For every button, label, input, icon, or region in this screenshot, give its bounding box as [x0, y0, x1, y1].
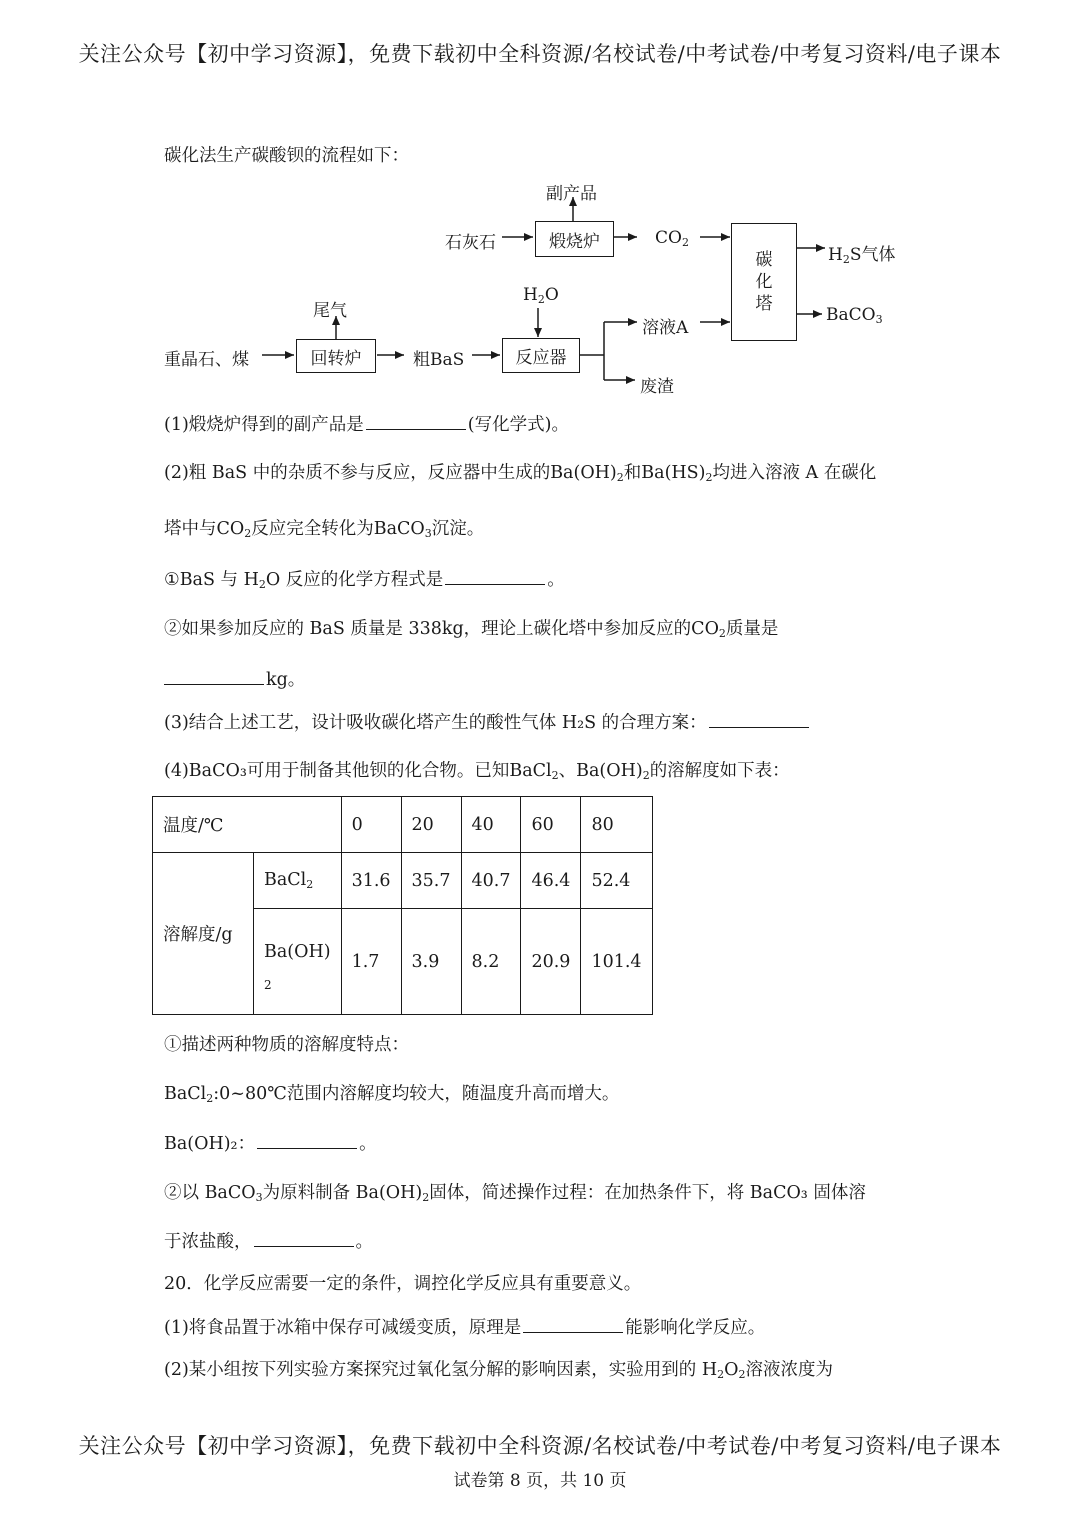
carbonation-tower-box — [731, 223, 797, 341]
question-2-sub-1: ①BaS 与 $H_2O$ 反应的化学方程式是 。 — [164, 570, 565, 591]
baoh2-label: Ba(OH) 2 — [254, 909, 342, 1015]
page-footer: 试卷第 8 页，共 10 页 — [453, 1471, 627, 1491]
table-cell: 8.2 — [461, 909, 521, 1015]
question-2-line-1: (2)粗 BaS 中的杂质不参与反应，反应器中生成的$Ba(OH)_2$和$Ba(HS)_2$均进入溶液 A 在碳化 — [164, 463, 877, 484]
calciner-label: 煅烧炉 — [549, 231, 600, 252]
answer-blank[interactable] — [254, 1230, 354, 1247]
bacl2-description: BaCl$_2$:0~80℃范围内溶解度均较大，随温度升高而增大。 — [164, 1084, 620, 1105]
table-cell: 20.9 — [521, 909, 581, 1015]
bacl2-label: BaCl$_2$ — [254, 853, 342, 909]
table-cell: 46.4 — [521, 853, 581, 909]
co2-label: $CO_2$ — [655, 228, 689, 249]
rotary-kiln-box — [296, 339, 376, 373]
table-cell: 40 — [461, 797, 521, 853]
table-row — [153, 853, 653, 909]
tower-char: 塔 — [755, 294, 773, 314]
question-3: (3)结合上述工艺，设计吸收碳化塔产生的酸性气体 H₂S 的合理方案： — [164, 709, 811, 734]
reactor-box — [502, 338, 580, 373]
answer-blank[interactable] — [257, 1132, 357, 1149]
question-4-sub-2-line-2: 于浓盐酸， 。 — [164, 1232, 373, 1252]
crude-bas-label: 粗BaS — [413, 350, 465, 370]
water-label: $H_2O$ — [523, 285, 559, 306]
temp-header: 温度/℃ — [153, 797, 342, 853]
exhaust-label: 尾气 — [313, 301, 347, 321]
question-4: (4)BaCO₃可用于制备其他钡的化合物。已知BaCl$_2$、$Ba(OH)_2$的溶解度如下表： — [164, 761, 790, 782]
table-cell: 20 — [401, 797, 461, 853]
intro-text: 碳化法生产碳酸钡的流程如下： — [164, 146, 409, 166]
question-2-line-2: 塔中与$CO_2$反应完全转化为BaCO$_3$沉淀。 — [164, 519, 485, 540]
answer-blank[interactable] — [523, 1316, 623, 1333]
table-cell: 1.7 — [341, 909, 401, 1015]
table-cell: 40.7 — [461, 853, 521, 909]
top-banner: 关注公众号【初中学习资源】，免费下载初中全科资源/名校试卷/中考试卷/中考复习资料/电子课本 — [78, 42, 1002, 66]
question-2-sub-2-answer: kg。 — [164, 666, 305, 691]
answer-blank[interactable] — [709, 711, 809, 728]
limestone-label: 石灰石 — [445, 233, 496, 253]
waste-residue-label: 废渣 — [640, 377, 674, 397]
tower-char: 化 — [755, 272, 773, 292]
answer-blank[interactable] — [445, 568, 545, 585]
table-cell: 60 — [521, 797, 581, 853]
baoh2-description: Ba(OH)₂： 。 — [164, 1134, 377, 1154]
answer-blank[interactable] — [366, 413, 466, 430]
table-cell: 3.9 — [401, 909, 461, 1015]
solution-a-label: 溶液A — [642, 318, 689, 338]
calciner-box — [535, 221, 614, 257]
question-20-part-2: (2)某小组按下列实验方案探究过氧化氢分解的影响因素，实验用到的 $H_2O_2$溶液浓度为 — [164, 1360, 833, 1381]
reactor-label: 反应器 — [515, 348, 567, 368]
table-cell: 101.4 — [581, 909, 652, 1015]
table-cell: 31.6 — [341, 853, 401, 909]
tower-char: 碳 — [755, 250, 773, 270]
byproduct-label: 副产品 — [546, 184, 597, 204]
table-row — [153, 797, 653, 853]
table-cell: 0 — [341, 797, 401, 853]
table-cell: 52.4 — [581, 853, 652, 909]
question-2-sub-2: ②如果参加反应的 BaS 质量是 338kg，理论上碳化塔中参加反应的$CO_2$质量是 — [164, 619, 779, 640]
table-cell: 35.7 — [401, 853, 461, 909]
raw-material-label: 重晶石、煤 — [164, 350, 249, 370]
baco3-label: BaCO$_3$ — [826, 305, 883, 326]
bottom-banner: 关注公众号【初中学习资源】，免费下载初中全科资源/名校试卷/中考试卷/中考复习资料/电子课本 — [78, 1434, 1002, 1458]
question-20-title: 20．化学反应需要一定的条件，调控化学反应具有重要意义。 — [164, 1274, 642, 1294]
question-4-sub-1: ①描述两种物质的溶解度特点： — [164, 1035, 409, 1055]
rotary-kiln-label: 回转炉 — [310, 348, 362, 369]
question-20-part-1: (1)将食品置于冰箱中保存可减缓变质，原理是 能影响化学反应。 — [164, 1318, 766, 1338]
h2s-gas-label: $H_2S$气体 — [828, 245, 896, 266]
solubility-table — [152, 796, 653, 1015]
question-1: (1)煅烧炉得到的副产品是 (写化学式)。 — [164, 415, 569, 435]
solubility-label: 溶解度/g — [153, 853, 254, 1015]
question-4-sub-2: ②以 BaCO$_3$为原料制备 $Ba(OH)_2$固体，简述操作过程：在加热条件下，将 BaCO₃ 固体溶 — [164, 1183, 866, 1204]
table-cell: 80 — [581, 797, 652, 853]
answer-blank[interactable] — [164, 668, 264, 685]
